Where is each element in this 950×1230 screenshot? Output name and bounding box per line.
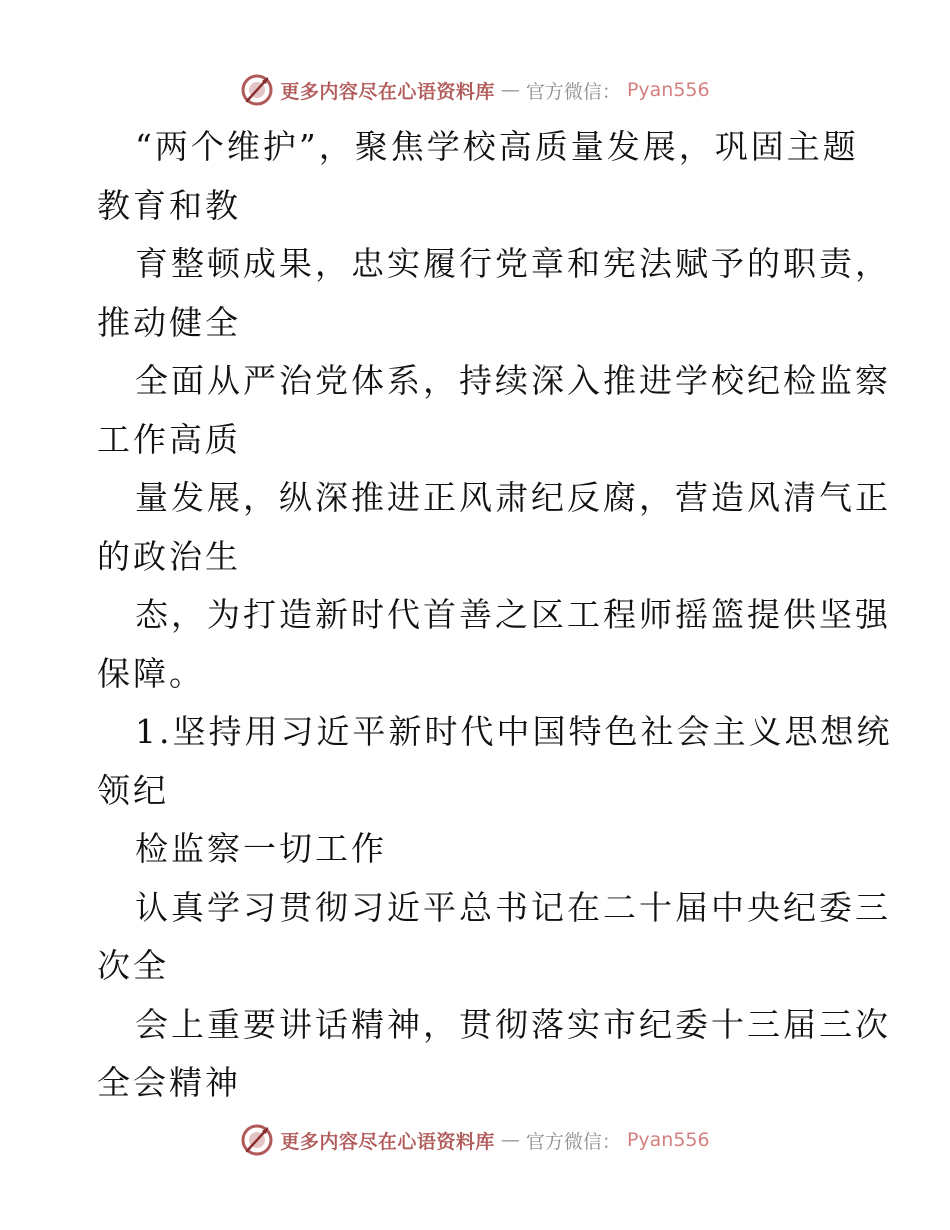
watermark-main-text: 更多内容尽在心语资料库 (280, 1130, 495, 1153)
watermark-wechat-id: Pyan556 (626, 1129, 710, 1151)
text-line: 会上重要讲话精神，贯彻落实市纪委十三届三次 (135, 1004, 891, 1044)
header-watermark (0, 70, 950, 110)
watermark-sub-text: 官方微信： (525, 1130, 621, 1153)
text-line: 检监察一切工作 (135, 829, 387, 868)
text-line: 推动健全 (97, 302, 241, 342)
text-line: 次全 (97, 946, 169, 985)
quill-logo-icon (240, 1123, 274, 1157)
text-line: 保障。 (97, 653, 205, 693)
text-line: 1.坚持用习近平新时代中国特色社会主义思想统 (135, 712, 893, 751)
document-body (97, 118, 893, 1113)
text-line: 教育和教 (97, 185, 241, 225)
watermark-sub-text: 官方微信： (525, 80, 621, 103)
text-line: 全面从严治党体系，持续深入推进学校纪检监察 (135, 361, 891, 400)
text-line: 工作高质 (97, 419, 241, 459)
watermark-main-text: 更多内容尽在心语资料库 (280, 80, 495, 103)
text-line: “两个维护”，聚焦学校高质量发展，巩固主题 (135, 127, 859, 166)
watermark-dash: — (500, 1129, 520, 1151)
text-line: 的政治生 (97, 536, 241, 576)
text-line: 量发展，纵深推进正风肃纪反腐，营造风清气正 (135, 478, 891, 517)
footer-watermark (0, 1120, 950, 1160)
text-line: 认真学习贯彻习近平总书记在二十届中央纪委三 (135, 887, 891, 927)
text-line: 全会精神 (97, 1063, 241, 1102)
quill-logo-icon (240, 73, 274, 107)
watermark-wechat-id: Pyan556 (626, 79, 710, 101)
text-line: 领纪 (97, 770, 169, 810)
watermark-dash: — (500, 79, 520, 101)
text-line: 育整顿成果，忠实履行党章和宪法赋予的职责， (135, 244, 891, 283)
text-line: 态，为打造新时代首善之区工程师摇篮提供坚强 (135, 595, 891, 634)
